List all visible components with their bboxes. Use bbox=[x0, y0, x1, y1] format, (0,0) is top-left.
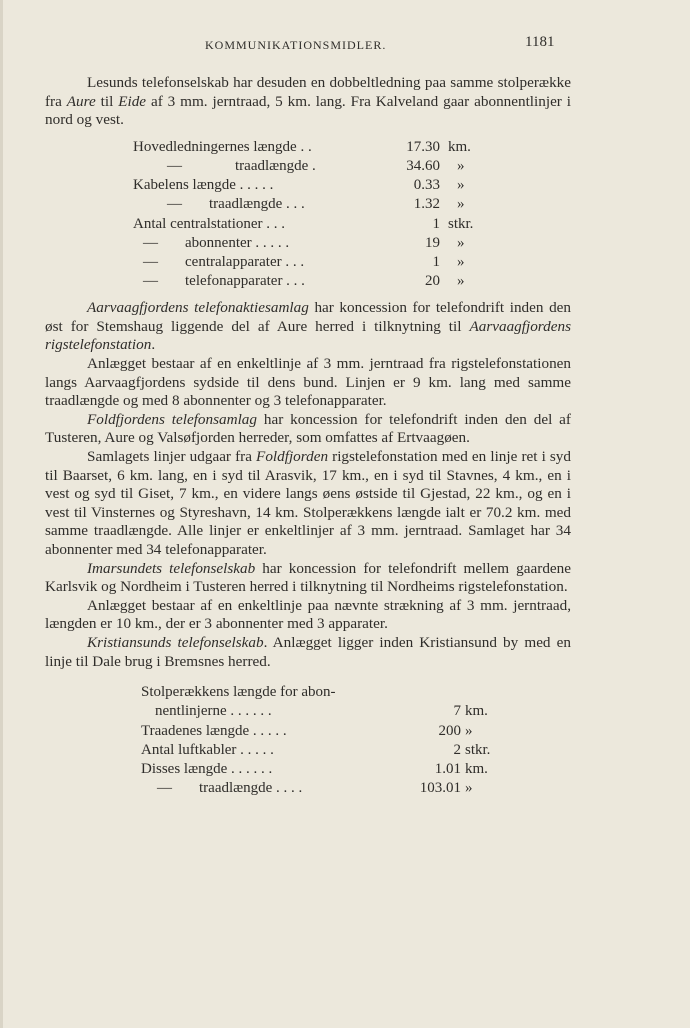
paragraph-lesund: Lesunds telefonselskab har desuden en dobbeltledning paa samme stolperække fra Aure til Eide af 3 mm. jerntraad, 5 km. lang. Fra Kalveland gaar abonnentlinjer i nord og vest. bbox=[45, 74, 571, 129]
stats-table-lesund bbox=[45, 138, 571, 292]
table-row: — traadlængde . . . . 103.01 » bbox=[157, 780, 473, 797]
paragraph-anlaegget-1: Anlægget bestaar af en enkeltlinje af 3 mm. jerntraad fra rigstelefonstationen langs Aarvaagfjordens sydside til dens bund. Linjen er 9 km. lang med samme traadlængde og med 8 abonnenter og 3 telefonapparater. bbox=[45, 355, 571, 410]
table-row: — traadlængde . 34.60 » bbox=[167, 157, 465, 174]
company-name: Kristiansunds telefonselskab bbox=[87, 633, 264, 651]
paragraph-imarsundet: Imarsundets telefonselskab har koncession for telefondrift mellem gaardene Karlsvik og Nordheim i Tusteren herred i tilknytning til Nordheims rigstelefonstation. bbox=[45, 559, 571, 596]
paragraph-anlaegget-2: Anlægget bestaar af en enkeltlinje paa nævnte strækning af 3 mm. jerntraad, længden er 10 km., der er 3 abonnenter med 3 apparater. bbox=[45, 596, 571, 633]
running-title: KOMMUNIKATIONSMIDLER. bbox=[205, 38, 387, 52]
page-header bbox=[3, 34, 690, 56]
place-foldfjorden: Foldfjorden bbox=[256, 448, 329, 466]
company-name: Imarsundets telefonselskab bbox=[87, 559, 256, 577]
company-name: Foldfjordens telefonsamlag bbox=[87, 410, 257, 428]
table-row: Stolperækkens længde for abon- bbox=[141, 684, 336, 701]
table-row: nentlinjerne . . . . . . 7 km. bbox=[155, 703, 488, 720]
table-row: Hovedledningernes længde . . 17.30 km. bbox=[133, 138, 471, 155]
page-number: 1181 bbox=[525, 34, 555, 50]
paragraph-aarvaagfjorden: Aarvaagfjordens telefonaktiesamlag har koncession for telefondrift inden den øst for Stemshaug liggende del af Aure herred i tilknytning til Aarvaagfjordens rigstelefonstation. bbox=[45, 299, 571, 354]
table-row: — centralapparater . . . 1 » bbox=[143, 253, 465, 270]
station-name: Aarvaagfjordens rigstelefonstation bbox=[45, 317, 571, 354]
table-row: — telefonapparater . . . 20 » bbox=[143, 273, 465, 290]
table-row: — traadlængde . . . 1.32 » bbox=[167, 196, 465, 213]
table-row: — abonnenter . . . . . 19 » bbox=[143, 234, 465, 251]
table-row: Disses længde . . . . . . 1.01 km. bbox=[141, 760, 488, 777]
table-row: Antal luftkabler . . . . . 2 stkr. bbox=[141, 741, 491, 758]
table-row: Antal centralstationer . . . 1 stkr. bbox=[133, 215, 474, 232]
stats-table-kristiansund bbox=[45, 683, 571, 798]
place-eide: Eide bbox=[118, 92, 147, 110]
table-row: Kabelens længde . . . . . 0.33 » bbox=[133, 177, 465, 194]
table-row: Traadenes længde . . . . . 200 » bbox=[141, 722, 473, 739]
paragraph-foldfjorden: Foldfjordens telefonsamlag har koncession for telefondrift inden den del af Tusteren, Aure og Valsøfjorden herreder, som omfattes af Ertvaagøen. bbox=[45, 410, 571, 447]
paragraph-samlagets-linjer: Samlagets linjer udgaar fra Foldfjorden rigstelefonstation med en linje ret i syd til Baarset, 6 km. lang, en i syd til Arasvik, 17 km., en i syd til Stavnes, 4 km., en i vest og syd til Giset, 7 km., en videre langs øens østside til Gjestad, 22 km., og en i vest til Vinsternes og Styreshavn, 14 km. Stolperækkens længde ialt er 70.2 km. med samme traadlængde. Alle linjer er enkeltlinjer af 3 mm. jerntraad. Samlaget har 34 abonnenter med 34 telefonapparater. bbox=[45, 448, 571, 558]
company-name: Aarvaagfjordens telefonaktiesamlag bbox=[87, 299, 309, 317]
page-body bbox=[45, 74, 571, 806]
paragraph-kristiansund: Kristiansunds telefonselskab. Anlægget ligger inden Kristiansund by med en linje til Dale brug i Bremsnes herred. bbox=[45, 633, 571, 670]
place-aure: Aure bbox=[66, 92, 96, 110]
